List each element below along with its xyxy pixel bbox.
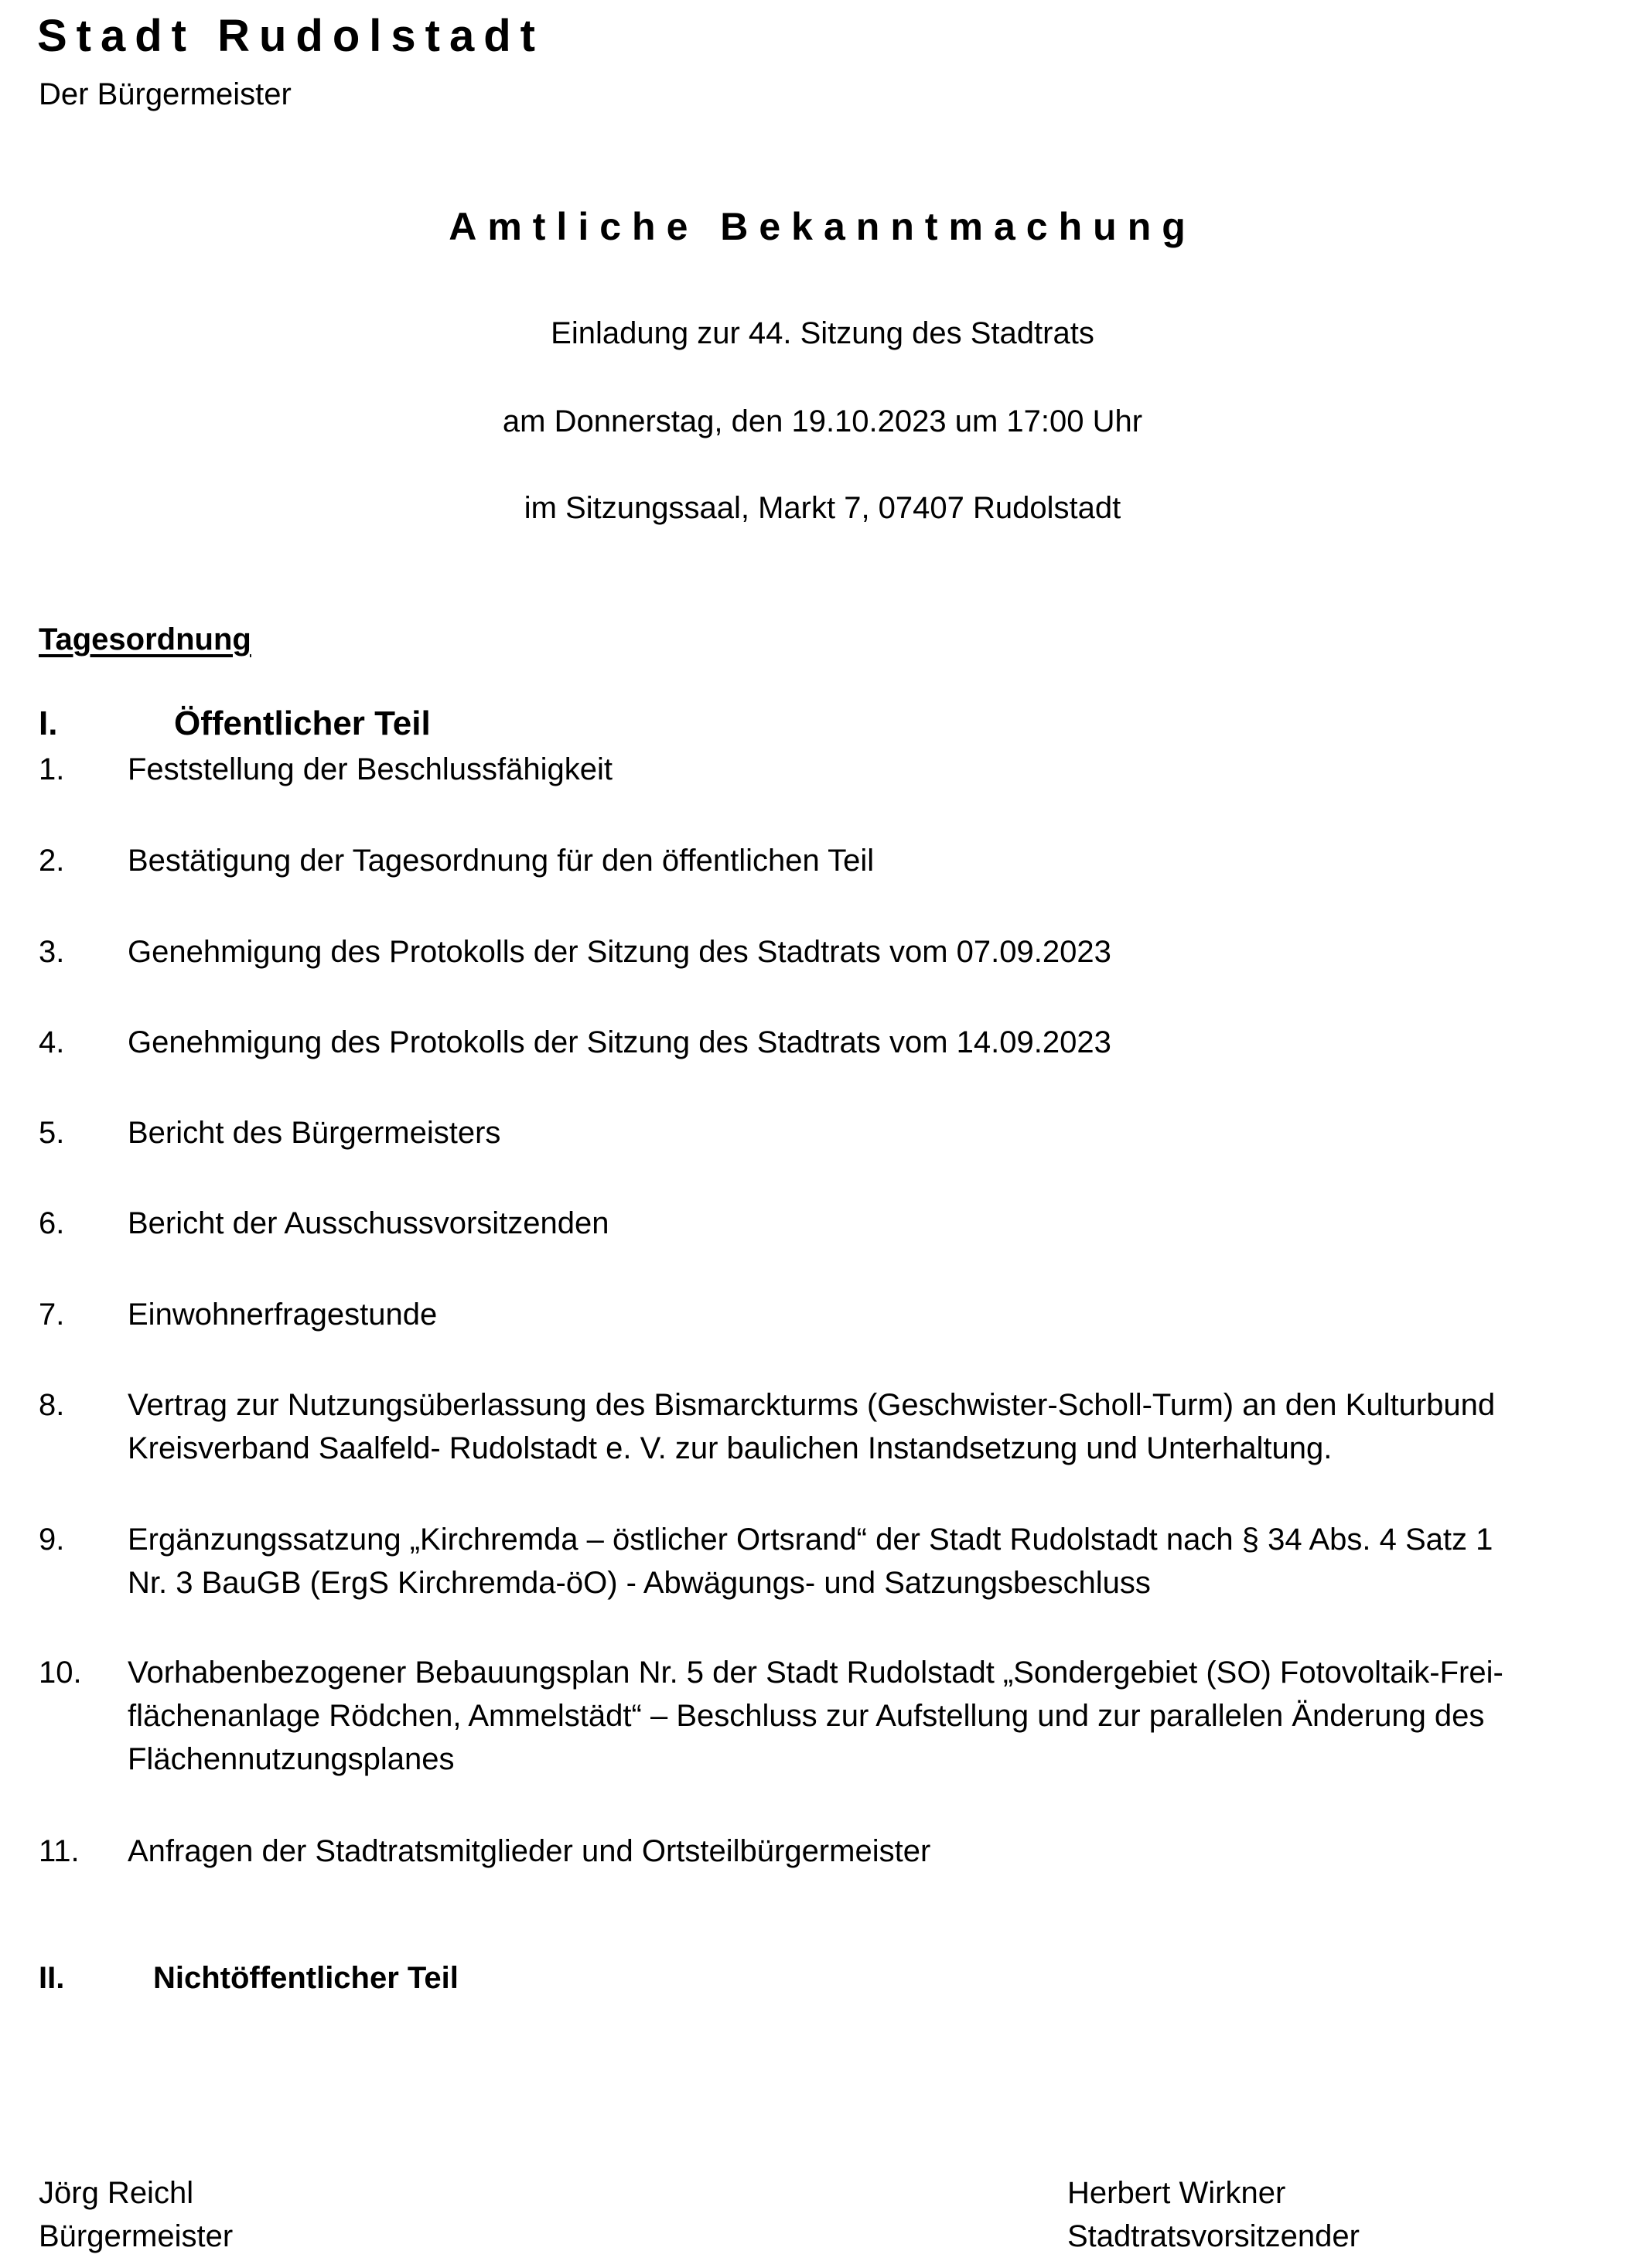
city-name: Stadt Rudolstadt xyxy=(37,11,544,61)
agenda-item-number: 1. xyxy=(39,752,65,786)
agenda-item-number: 7. xyxy=(39,1298,65,1332)
agenda-item-text xyxy=(128,748,1620,791)
agenda-item-number: 10. xyxy=(39,1656,82,1690)
public-section-number: I. xyxy=(39,704,58,742)
agenda-item-number: 4. xyxy=(39,1025,65,1059)
agenda-item-line: Nr. 3 BauGB (ErgS Kirchremda-öO) - Abwägungs- und Satzungsbeschluss xyxy=(128,1566,1151,1600)
agenda-item-line: flächenanlage Rödchen, Ammelstädt“ – Beschluss zur Aufstellung und zur parallelen Änderung des xyxy=(128,1699,1485,1733)
signer-name: Jörg Reichl xyxy=(39,2176,194,2210)
agenda-item-number: 2. xyxy=(39,844,65,878)
agenda-item-text xyxy=(128,1383,1620,1470)
invitation-line: Einladung zur 44. Sitzung des Stadtrats xyxy=(551,316,1094,350)
signer-name: Herbert Wirkner xyxy=(1067,2176,1286,2210)
agenda-item-number: 9. xyxy=(39,1523,65,1557)
agenda-item-text xyxy=(128,930,1620,974)
agenda-item-text xyxy=(128,1651,1620,1781)
office-line: Der Bürgermeister xyxy=(39,77,292,111)
agenda-item-line: Ergänzungssatzung „Kirchremda – östlicher Ortsrand“ der Stadt Rudolstadt nach § 34 Abs. 4 Satz 1 xyxy=(128,1523,1493,1557)
signer-role: Stadtratsvorsitzender xyxy=(1067,2219,1360,2253)
agenda-item-text xyxy=(128,1111,1620,1154)
notice-title: Amtliche Bekanntmachung xyxy=(449,205,1196,248)
public-section-title: Öffentlicher Teil xyxy=(174,704,431,742)
signature-left xyxy=(39,2171,233,2258)
signer-role: Bürgermeister xyxy=(39,2219,234,2253)
agenda-item-line: Vorhabenbezogener Bebauungsplan Nr. 5 der Stadt Rudolstadt „Sondergebiet (SO) Fotovoltaik-Frei- xyxy=(128,1656,1503,1690)
private-section-number: II. xyxy=(39,1961,65,1995)
agenda-item-line: Einwohnerfragestunde xyxy=(128,1298,438,1332)
agenda-item-line: Vertrag zur Nutzungsüberlassung des Bismarckturms (Geschwister-Scholl-Turm) an den Kulturbund xyxy=(128,1388,1496,1422)
agenda-item-text xyxy=(128,1830,1620,1873)
agenda-item-number: 3. xyxy=(39,935,65,969)
agenda-item-number: 5. xyxy=(39,1116,65,1150)
agenda-item-line: Bestätigung der Tagesordnung für den öffentlichen Teil xyxy=(128,844,875,878)
agenda-item-line: Genehmigung des Protokolls der Sitzung des Stadtrats vom 07.09.2023 xyxy=(128,935,1111,969)
agenda-item-text xyxy=(128,1293,1620,1336)
agenda-item-text xyxy=(128,1021,1620,1064)
agenda-item-line: Bericht der Ausschussvorsitzenden xyxy=(128,1206,609,1240)
agenda-item-line: Anfragen der Stadtratsmitglieder und Ortsteilbürgermeister xyxy=(128,1834,931,1868)
agenda-item-text xyxy=(128,1202,1620,1245)
location-line: im Sitzungssaal, Markt 7, 07407 Rudolstadt xyxy=(524,491,1121,525)
agenda-item-line: Kreisverband Saalfeld- Rudolstadt e. V. zur baulichen Instandsetzung und Unterhaltung. xyxy=(128,1431,1333,1465)
agenda-item-line: Genehmigung des Protokolls der Sitzung des Stadtrats vom 14.09.2023 xyxy=(128,1025,1111,1059)
date-line: am Donnerstag, den 19.10.2023 um 17:00 Uhr xyxy=(502,404,1143,438)
agenda-item-line: Feststellung der Beschlussfähigkeit xyxy=(128,752,613,786)
agenda-item-number: 8. xyxy=(39,1388,65,1422)
agenda-item-line: Bericht des Bürgermeisters xyxy=(128,1116,501,1150)
private-section-title: Nichtöffentlicher Teil xyxy=(153,1961,459,1995)
agenda-item-text xyxy=(128,1518,1620,1605)
agenda-heading: Tagesordnung xyxy=(39,622,251,657)
agenda-item-number: 6. xyxy=(39,1206,65,1240)
agenda-item-number: 11. xyxy=(39,1834,80,1868)
signature-right xyxy=(1067,2171,1360,2258)
agenda-item-text xyxy=(128,839,1620,882)
agenda-item-line: Flächennutzungsplanes xyxy=(128,1742,455,1776)
